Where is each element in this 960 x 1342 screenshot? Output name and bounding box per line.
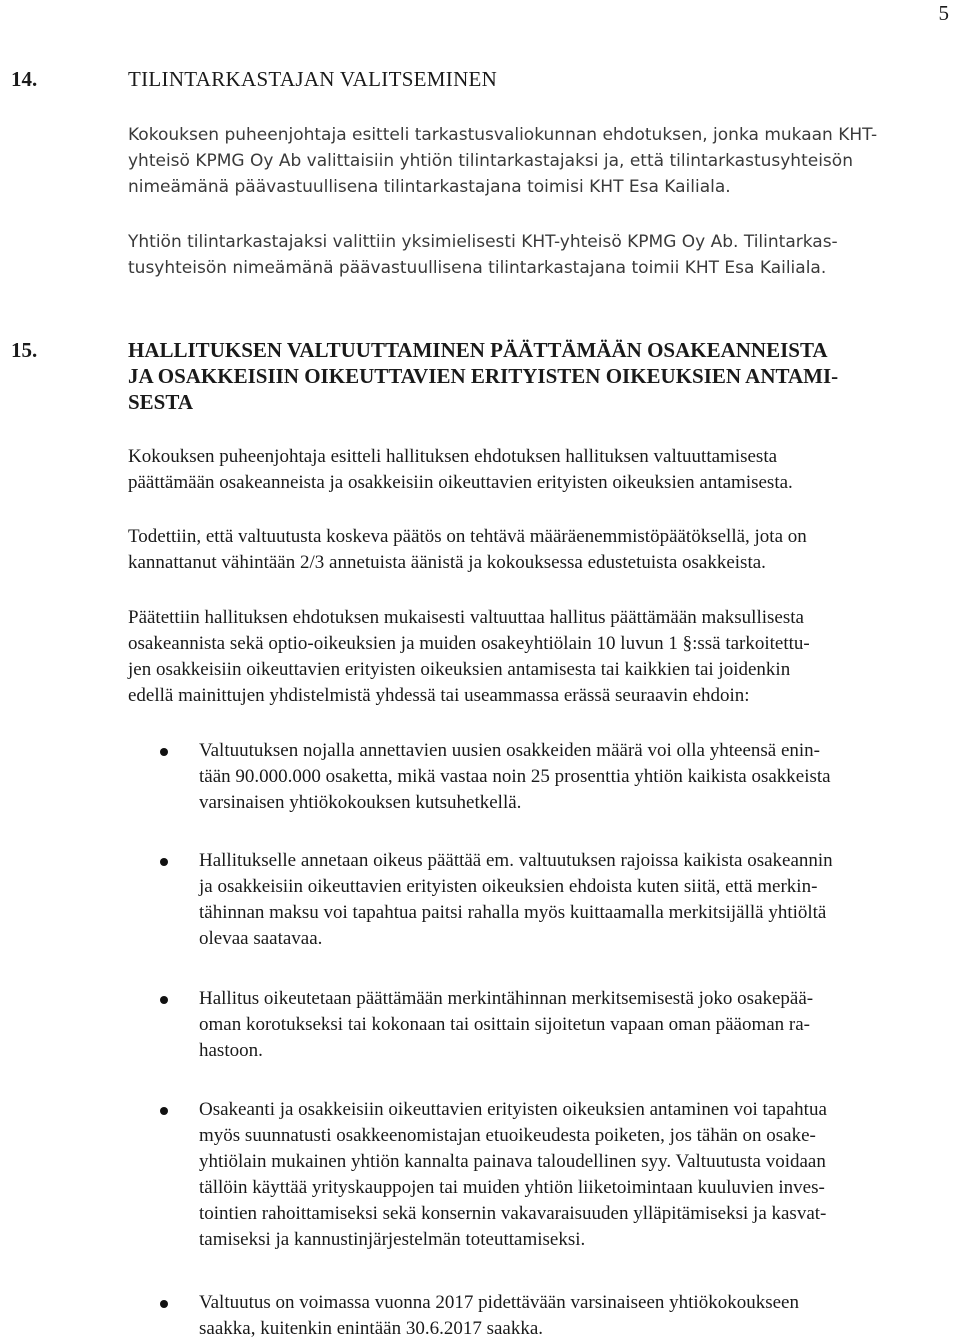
text-line: Osakeanti ja osakkeisiin oikeuttavien erityisten oikeuksien antaminen voi tapahtua [199,1099,827,1120]
text-line: Hallitus oikeutetaan päättämään merkintähinnan merkitsemisestä joko osakepää- [199,988,814,1009]
bullet-item-5 [199,1290,959,1342]
bullet-marker [160,986,176,1012]
text-line: tään 90.000.000 osaketta, mikä vastaa noin 25 prosenttia yhtiön kaikista osakkeista [199,766,831,787]
section-15-paragraph-3 [128,605,958,709]
text-line: ja osakkeisiin oikeuttavien erityisten oikeuksien ehdoista kuten siitä, että merkin- [199,876,818,897]
text-line: Valtuutuksen nojalla annettavien uusien osakkeiden määrä voi olla yhteensä enin- [199,740,820,761]
text-line: olevaa saatavaa. [199,928,323,949]
text-line: varsinaisen yhtiökokouksen kutsuhetkellä. [199,792,522,813]
section-15-paragraph-2 [128,524,958,576]
text-line: tamiseksi ja kannustinjärjestelmän toteuttamiseksi. [199,1229,586,1250]
text-line: Päätettiin hallituksen ehdotuksen mukaisesti valtuuttaa hallitus päättämään maksullisesta [128,607,804,628]
text-line: tällöin käyttää yrityskauppojen tai muiden yhtiön liiketoimintaan kuuluvien inves- [199,1177,825,1198]
text-line: kannattanut vähintään 2/3 annetuista äänistä ja kokouksessa edustetuista osakkeista. [128,552,766,573]
text-line: tähinnan maksu voi tapahtua paitsi rahalla myös kuittaamalla merkitsijällä yhtiöltä [199,902,827,923]
text-line: tointien rahoittamiseksi sekä konsernin vakavaraisuuden ylläpitämiseksi ja kasvat- [199,1203,827,1224]
bullet-marker [160,738,176,764]
section-15-paragraph-1 [128,444,958,496]
title-line: HALLITUKSEN VALTUUTTAMINEN PÄÄTTÄMÄÄN OSAKEANNEISTA [128,338,828,362]
section-14-number: 14. [11,67,38,91]
text-line: hastoon. [199,1040,263,1061]
section-15-title [128,337,938,415]
title-line: SESTA [128,390,193,414]
text-line: saakka, kuitenkin enintään 30.6.2017 saakka. [199,1318,544,1339]
text-line: Kokouksen puheenjohtaja esitteli hallituksen ehdotuksen hallituksen valtuuttamisesta [128,446,778,467]
text-line: myös suunnatusti osakkeenomistajan etuoikeudesta poiketen, jos tähän on osake- [199,1125,816,1146]
bullet-marker [160,1097,176,1123]
text-line: edellä mainittujen yhdistelmistä yhdessä tai useammassa erässä seuraavin ehdoin: [128,685,750,706]
section-14-title: TILINTARKASTAJAN VALITSEMINEN [128,67,498,91]
text-line: yhtiölain mukainen yhtiön kannalta painava taloudellinen syy. Valtuutusta voidaan [199,1151,826,1172]
bullet-marker [160,1290,176,1316]
text-line: nimeämänä päävastuullisena tilintarkastajana toimisi KHT Esa Kailiala. [128,177,731,197]
text-line: Todettiin, että valtuutusta koskeva päätös on tehtävä määräenemmistöpäätöksellä, jota on [128,526,807,547]
section-14-paragraph-1 [128,122,958,200]
text-line: osakeannista sekä optio-oikeuksien ja muiden osakeyhtiölain 10 luvun 1 §:ssä tarkoitettu- [128,633,810,654]
bullet-marker [160,848,176,874]
text-line: yhteisö KPMG Oy Ab valittaisiin yhtiön tilintarkastajaksi ja, että tilintarkastusyhteisön [128,151,853,171]
bullet-item-4 [199,1097,959,1253]
text-line: Kokouksen puheenjohtaja esitteli tarkastusvaliokunnan ehdotuksen, jonka mukaan KHT- [128,125,878,145]
text-line: Yhtiön tilintarkastajaksi valittiin yksimielisesti KHT-yhteisö KPMG Oy Ab. Tilintarkas- [128,232,838,252]
page-number: 5 [938,1,949,25]
text-line: oman korotukseksi tai kokonaan tai osittain sijoitetun vapaan oman pääoman ra- [199,1014,811,1035]
text-line: jen osakkeisiin oikeuttavien erityisten oikeuksien antamisesta tai kaikkien tai joidenkin [128,659,791,680]
bullet-item-1 [199,738,959,816]
section-15-number: 15. [11,338,38,362]
section-14-paragraph-2 [128,229,958,281]
text-line: Valtuutus on voimassa vuonna 2017 pidettävään varsinaiseen yhtiökokoukseen [199,1292,799,1313]
bullet-item-2 [199,848,959,952]
text-line: tusyhteisön nimeämänä päävastuullisena tilintarkastajana toimii KHT Esa Kailiala. [128,258,827,278]
text-line: Hallitukselle annetaan oikeus päättää em. valtuutuksen rajoissa kaikista osakeannin [199,850,833,871]
title-line: JA OSAKKEISIIN OIKEUTTAVIEN ERITYISTEN OIKEUKSIEN ANTAMI- [128,364,839,388]
bullet-item-3 [199,986,959,1064]
text-line: päättämään osakeanneista ja osakkeisiin oikeuttavien erityisten oikeuksien antamisesta. [128,472,793,493]
